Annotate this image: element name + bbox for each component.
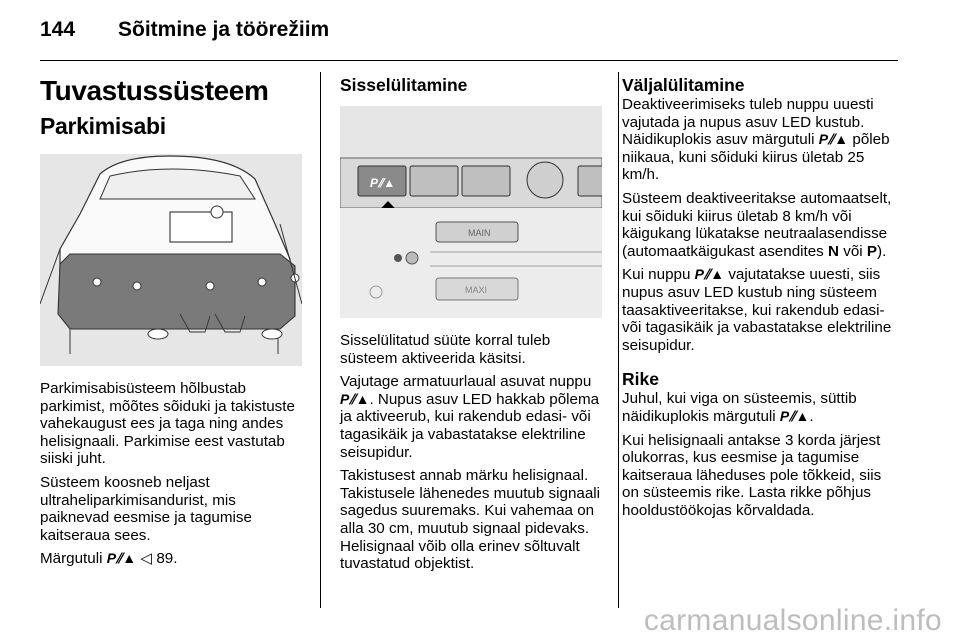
header-rule [40,60,898,61]
col3-paragraph-4 [622,390,902,425]
col3-paragraph-5: Kui helisignaali antakse 3 korda järjest olukorras, kus eesmise ja tagumise kaitseraua läheduses pole tõkkeid, siis on süsteemis rike. Lasta rikke põhjus hooldustöökojas kõrvaldada. [622,431,882,519]
chapter-title: Sõitmine ja töörežiim [118,18,330,41]
maxi-button-label: MAXI [465,285,488,295]
press-again-text: Kui nuppu [622,266,691,284]
or-text: või [843,242,863,260]
col3-paragraph-2 [622,190,902,260]
column-2 [340,74,602,579]
deactivate-text: Deaktiveerimiseks tuleb nuppu uuesti vajutada ja nupus asuv LED kustub. Näidikuplokis asuv märgutuli [622,96,874,149]
parking-assist-symbol-icon: P⫽▲ [779,407,810,424]
speed-text: põleb niikaua, kuni sõiduki kiirus ületab 25 km/h. [622,131,890,184]
dashboard-button-illustration [340,106,602,318]
parking-assist-symbol-icon: P⫽▲ [340,390,370,407]
button-symbol-text: P⫽▲ [370,176,396,190]
rear-bumper-illustration [40,154,302,366]
parking-assist-symbol-icon: P⫽▲ [694,266,725,283]
col3-paragraph-1 [622,96,902,184]
gear-p-label: P [866,242,878,260]
parking-assist-symbol-icon: P⫽▲ [818,131,849,148]
main-button-label: MAIN [468,228,491,238]
page-number: 144 [40,18,76,41]
col1-paragraph-1: Parkimisabisüsteem hõlbustab parkimist, mõõtes sõiduki ja takistuste vahekaugust ees ja taga ning andes helisignaali. Parkimise eest vastutab siiski juht. [40,380,295,468]
page-header [40,18,329,42]
page-reference-link[interactable]: 89. [156,550,178,568]
auto-deactivate-text: Süsteem deaktiveeritakse automaatselt, kui sõiduki kiirus ületab 8 km/h või käigukang lükatakse neutraalasendisse (automaatkäigukast asendites [622,189,892,260]
indicator-label: Märgutuli [40,550,103,568]
gear-n-label: N [828,242,839,260]
parking-assist-symbol-icon: P⫽▲ [106,550,137,567]
fault-heading: Rike [622,369,659,390]
fault-text: Juhul, kui viga on süsteemis, süttib näidikuplokis märgutuli [622,390,857,425]
column-3 [622,74,902,525]
press-button-text: Vajutage armatuurlaual asuvat nuppu [340,373,592,391]
period-text: . [809,407,814,425]
col2-paragraph-2 [340,373,602,461]
col3-paragraph-3 [622,266,902,354]
reactivate-text: vajutatakse uuesti, siis nupus asuv LED kustub ning süsteem taasaktiveeritakse, kui rakendub edasi- või tagasikäik ja vabastatakse elektriline seisupidur. [622,266,892,354]
closing-text: ). [877,242,887,260]
column-1 [40,74,302,574]
watermark-text: carmanualsonline.info [643,604,942,637]
col1-paragraph-2: Süsteem koosneb neljast ultraheliparkimisandurist, mis paiknevad eesmise ja tagumise kaitseraua sees. [40,473,252,544]
section-title: Tuvastussüsteem [40,75,269,106]
dashboard-drawing [340,106,602,318]
section-subtitle: Parkimisabi [40,113,166,139]
col2-paragraph-3: Takistusest annab märku helisignaal. Takistusele lähenedes muutub signaali sagedus suuremaks. Kui vahemaa on alla 30 cm, muutub signaal pidevaks. Helisignaal võib olla erinev sõltuvalt tuvastatud objektist. [340,467,601,573]
deactivation-heading: Väljalülitamine [622,75,745,95]
car-rear-drawing [40,154,302,366]
col1-paragraph-3 [40,550,302,568]
activation-heading: Sisselülitamine [340,75,468,95]
ref-arrow-icon: ◁ [140,550,153,568]
column-divider-2 [618,72,619,608]
col2-paragraph-1: Sisselülitatud süüte korral tuleb süsteem aktiveerida käsitsi. [340,332,551,367]
led-text: . Nupus asuv LED hakkab põlema ja aktiveerub, kui rakendub edasi- või tagasikäik ja vabastatakse elektriline seisupidur. [340,390,600,461]
column-divider-1 [320,72,321,608]
